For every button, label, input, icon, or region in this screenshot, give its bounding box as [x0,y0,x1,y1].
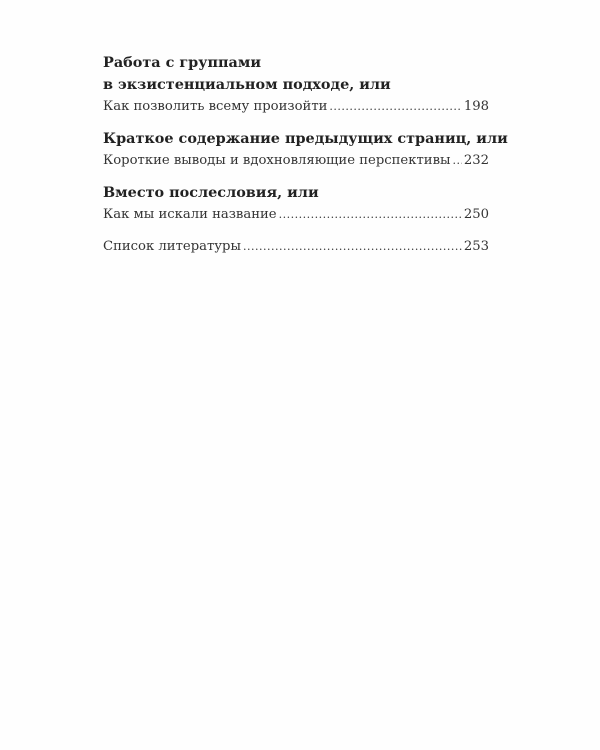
toc-entry[interactable] [103,96,489,118]
dot-leader [453,150,462,172]
toc-entry-title: Как позволить всему произойти [103,99,328,114]
toc-entry-bibliography[interactable] [103,236,489,258]
dot-leader [279,204,462,226]
table-of-contents [103,52,508,268]
toc-entry-page-number: 250 [463,207,489,222]
toc-section-heading-line: Вместо послесловия, или [103,184,319,201]
toc-section-afterword [103,182,489,226]
dot-leader [243,236,462,258]
toc-entry[interactable] [103,204,489,226]
toc-entry-page-number: 232 [463,153,489,168]
dot-leader [329,96,461,118]
toc-entry-title: Короткие выводы и вдохновляющие перспективы [103,153,451,168]
toc-entry-page-number: 198 [463,99,489,114]
toc-section-heading-line: в экзистенциальном подходе, или [103,76,391,93]
toc-section-bibliography [103,236,489,258]
toc-section-heading-line: Краткое содержание предыдущих страниц, или [103,130,508,147]
toc-entry-title: Как мы искали название [103,207,277,222]
toc-section-group-work [103,52,489,118]
toc-entry[interactable] [103,150,489,172]
toc-entry-page-number: 253 [463,239,489,254]
toc-section-heading-line: Работа с группами [103,54,262,71]
toc-section-summary [103,128,508,172]
toc-entry-title: Список литературы [103,239,241,254]
